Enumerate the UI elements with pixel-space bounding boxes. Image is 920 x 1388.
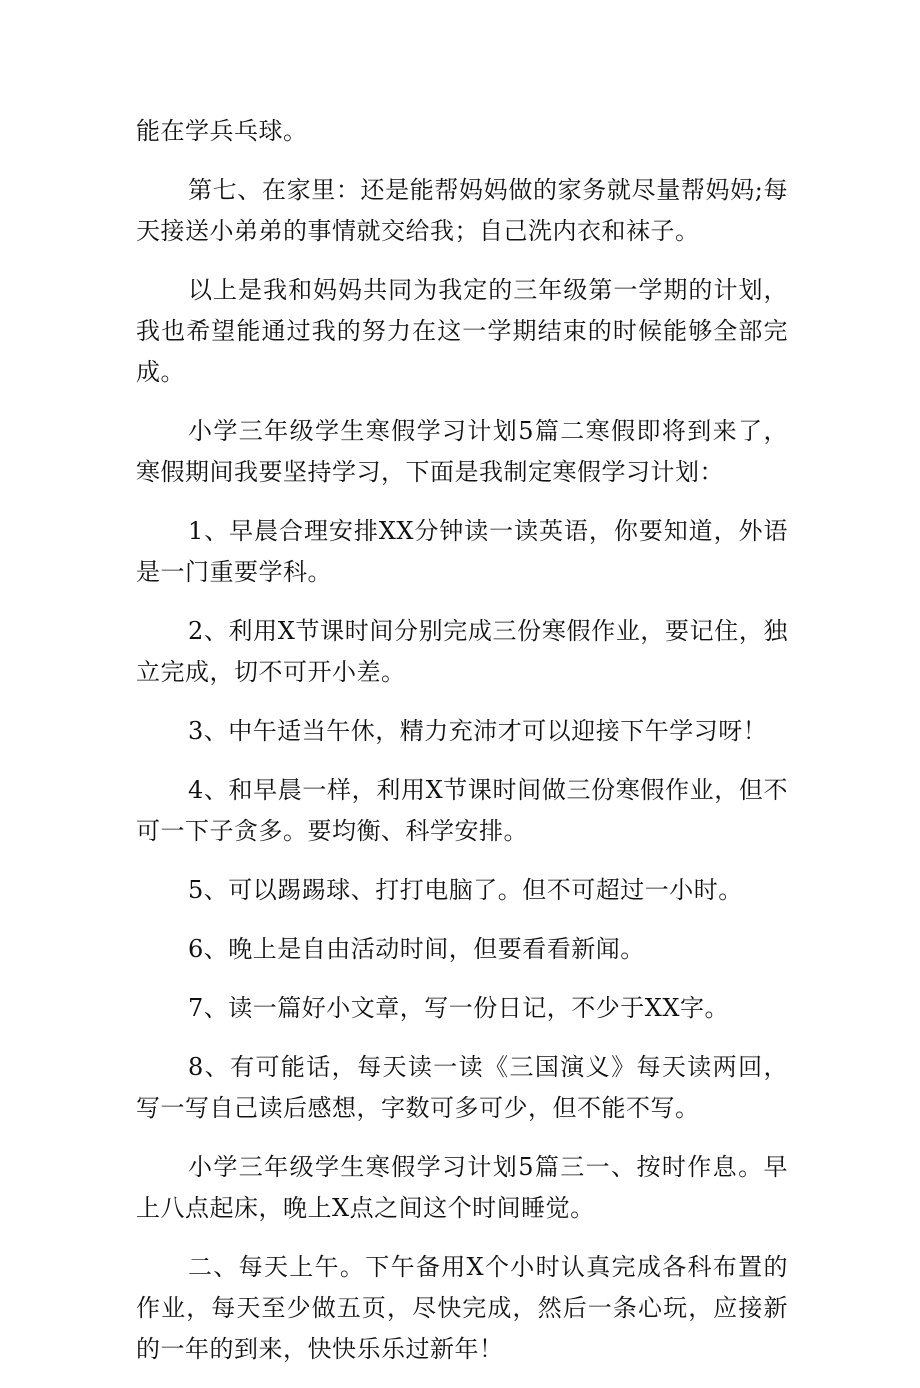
paragraph-10: 6、晚上是自由活动时间，但要看看新闻。: [188, 935, 645, 963]
document-body: [136, 111, 788, 1388]
paragraph-9: 5、可以踢踢球、打打电脑了。但不可超过一小时。: [188, 876, 743, 904]
paragraph-6: 2、利用X节课时间分别完成三份寒假作业，要记住，独立完成，切不可开小差。: [136, 617, 788, 686]
paragraph-2: 第七、在家里：还是能帮妈妈做的家务就尽量帮妈妈;每天接送小弟弟的事情就交给我；自己洗内衣和袜子。: [136, 176, 788, 245]
paragraph-4: 小学三年级学生寒假学习计划5篇二寒假即将到来了，寒假期间我要坚持学习，下面是我制定寒假学习计划：: [136, 417, 788, 486]
paragraph-12: 8、有可能话，每天读一读《三国演义》每天读两回，写一写自己读后感想，字数可多可少，但不能不写。: [136, 1053, 788, 1122]
paragraph-7: 3、中午适当午休，精力充沛才可以迎接下午学习呀！: [188, 717, 768, 745]
paragraph-3: 以上是我和妈妈共同为我定的三年级第一学期的计划，我也希望能通过我的努力在这一学期结束的时候能够全部完成。: [136, 276, 788, 386]
paragraph-5: 1、早晨合理安排XX分钟读一读英语，你要知道，外语是一门重要学科。: [136, 517, 788, 586]
paragraph-8: 4、和早晨一样，利用X节课时间做三份寒假作业，但不可一下子贪多。要均衡、科学安排。: [136, 776, 788, 845]
paragraph-1: 能在学兵乓球。: [136, 117, 308, 145]
paragraph-14: 二、每天上午。下午备用X个小时认真完成各科布置的作业，每天至少做五页，尽快完成，然后一条心玩，应接新的一年的到来，快快乐乐过新年！: [136, 1253, 788, 1363]
paragraph-11: 7、读一篇好小文章，写一份日记，不少于XX字。: [188, 994, 729, 1022]
paragraph-13: 小学三年级学生寒假学习计划5篇三一、按时作息。早上八点起床，晚上X点之间这个时间睡觉。: [136, 1153, 788, 1222]
